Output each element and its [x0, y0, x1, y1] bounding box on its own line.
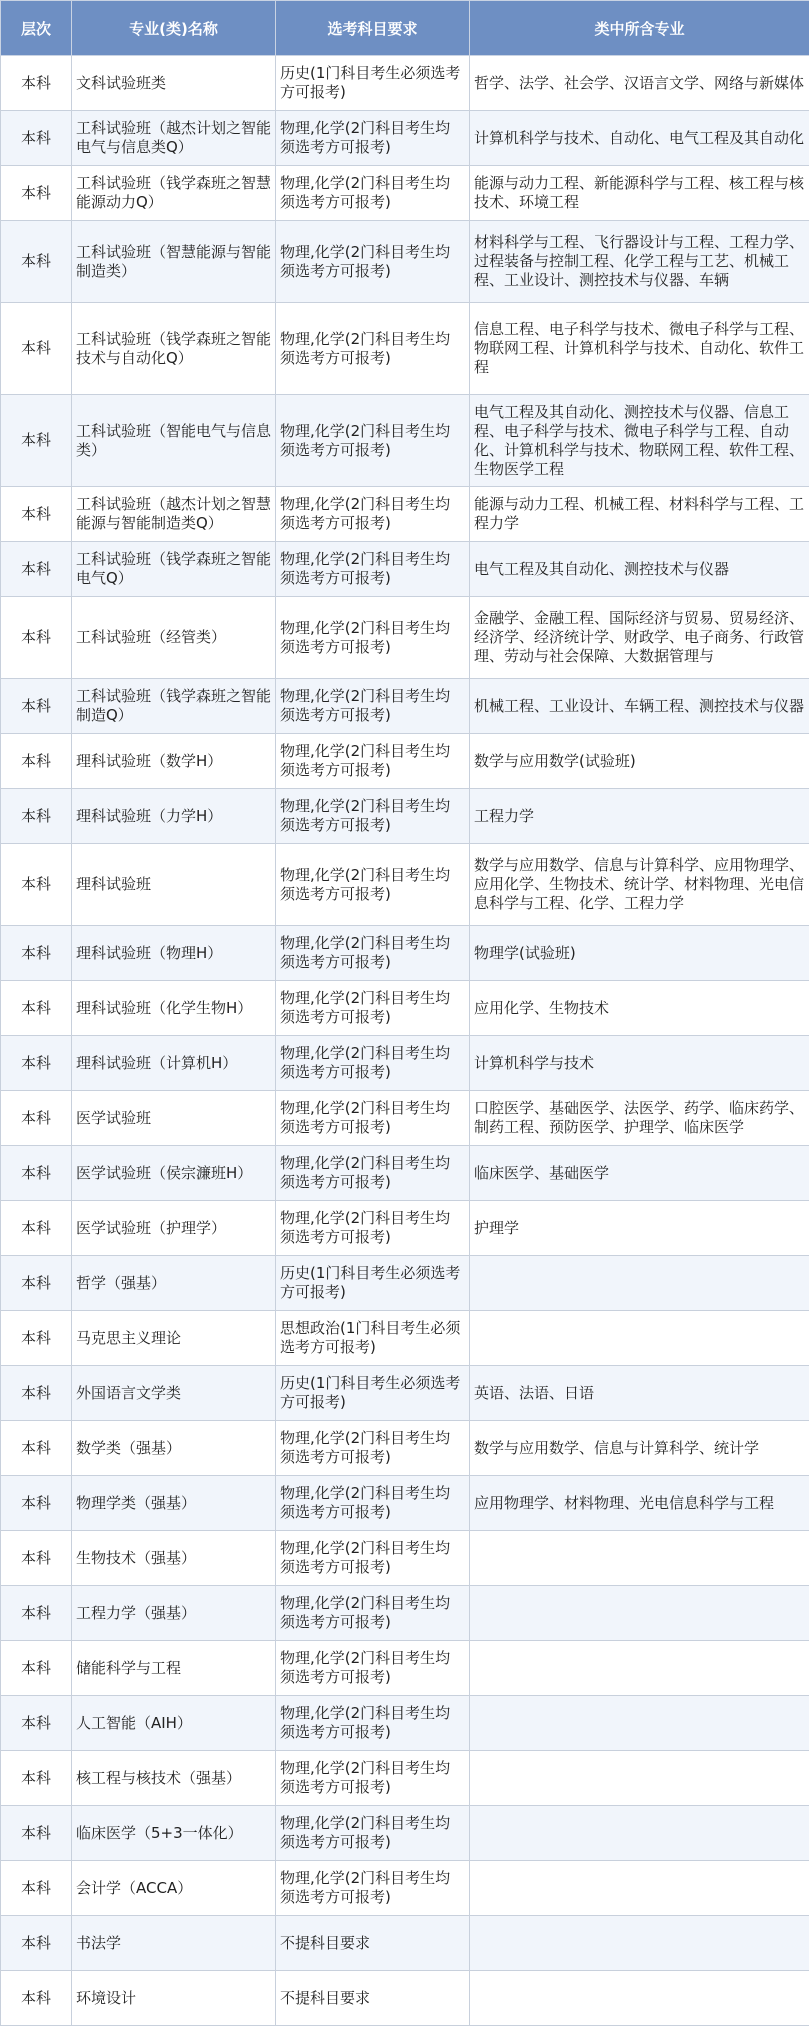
level-cell — [1, 56, 72, 111]
subject-requirement-cell-text: 物理,化学(2门科目考生均须选考方可报考) — [280, 174, 465, 212]
table-row — [1, 981, 809, 1036]
table-row — [1, 1091, 809, 1146]
major-name-cell-text: 工科试验班（智慧能源与智能制造类） — [76, 243, 271, 281]
level-cell-text: 本科 — [5, 944, 67, 963]
subject-requirement-cell-text: 物理,化学(2门科目考生均须选考方可报考) — [280, 1539, 465, 1577]
subject-requirement-cell-text: 物理,化学(2门科目考生均须选考方可报考) — [280, 1649, 465, 1687]
major-name-cell — [72, 1751, 276, 1806]
major-name-cell — [72, 303, 276, 395]
included-majors-cell-text: 计算机科学与技术、自动化、电气工程及其自动化 — [474, 129, 805, 148]
major-name-cell — [72, 111, 276, 166]
level-cell-text: 本科 — [5, 1384, 67, 1403]
table-row — [1, 1696, 809, 1751]
subject-requirement-cell-text: 物理,化学(2门科目考生均须选考方可报考) — [280, 1099, 465, 1137]
table-row — [1, 1916, 809, 1971]
major-name-cell-text: 理科试验班（化学生物H） — [76, 999, 271, 1018]
major-name-cell-text: 储能科学与工程 — [76, 1659, 271, 1678]
major-name-cell — [72, 1971, 276, 2026]
included-majors-cell — [470, 734, 809, 789]
major-name-cell — [72, 1256, 276, 1311]
level-cell — [1, 734, 72, 789]
major-name-cell — [72, 1311, 276, 1366]
header-major-name: 专业(类)名称 — [72, 1, 276, 56]
subject-requirement-cell-text: 历史(1门科目考生必须选考方可报考) — [280, 64, 465, 102]
level-cell — [1, 1916, 72, 1971]
included-majors-cell — [470, 1421, 809, 1476]
level-cell-text: 本科 — [5, 560, 67, 579]
major-name-cell-text: 医学试验班（侯宗濂班H） — [76, 1164, 271, 1183]
included-majors-cell — [470, 926, 809, 981]
included-majors-cell — [470, 1696, 809, 1751]
included-majors-cell — [470, 1201, 809, 1256]
table-row — [1, 1256, 809, 1311]
included-majors-cell-text: 信息工程、电子科学与技术、微电子科学与工程、物联网工程、计算机科学与技术、自动化、软件工程 — [474, 320, 805, 377]
major-name-cell — [72, 926, 276, 981]
subject-requirement-cell-text: 物理,化学(2门科目考生均须选考方可报考) — [280, 1154, 465, 1192]
major-name-cell — [72, 981, 276, 1036]
level-cell — [1, 166, 72, 221]
subject-requirement-cell-text: 物理,化学(2门科目考生均须选考方可报考) — [280, 934, 465, 972]
included-majors-cell-text: 数学与应用数学、信息与计算科学、应用物理学、应用化学、生物技术、统计学、材料物理、光电信息科学与工程、化学、工程力学 — [474, 856, 805, 913]
major-name-cell-text: 外国语言文学类 — [76, 1384, 271, 1403]
subject-requirement-cell — [276, 395, 470, 487]
table-row — [1, 926, 809, 981]
subject-requirement-cell-text: 物理,化学(2门科目考生均须选考方可报考) — [280, 550, 465, 588]
included-majors-cell — [470, 1861, 809, 1916]
included-majors-cell — [470, 1146, 809, 1201]
level-cell — [1, 1091, 72, 1146]
level-cell-text: 本科 — [5, 1659, 67, 1678]
subject-requirement-cell — [276, 1971, 470, 2026]
table-row — [1, 487, 809, 542]
table-row — [1, 1421, 809, 1476]
table-row — [1, 1971, 809, 2026]
major-name-cell — [72, 56, 276, 111]
header-level: 层次 — [1, 1, 72, 56]
subject-requirement-cell — [276, 1421, 470, 1476]
subject-requirement-cell-text: 物理,化学(2门科目考生均须选考方可报考) — [280, 1814, 465, 1852]
major-name-cell-text: 会计学（ACCA） — [76, 1879, 271, 1898]
subject-requirement-cell-text: 物理,化学(2门科目考生均须选考方可报考) — [280, 1759, 465, 1797]
included-majors-cell — [470, 166, 809, 221]
level-cell-text: 本科 — [5, 1274, 67, 1293]
included-majors-cell-text: 临床医学、基础医学 — [474, 1164, 805, 1183]
included-majors-cell — [470, 981, 809, 1036]
included-majors-cell — [470, 1806, 809, 1861]
level-cell — [1, 1806, 72, 1861]
included-majors-cell — [470, 679, 809, 734]
major-name-cell-text: 工科试验班（钱学森班之智能技术与自动化Q） — [76, 330, 271, 368]
included-majors-cell — [470, 844, 809, 926]
header-included-majors: 类中所含专业 — [470, 1, 809, 56]
level-cell-text: 本科 — [5, 1769, 67, 1788]
subject-requirement-cell-text: 物理,化学(2门科目考生均须选考方可报考) — [280, 1209, 465, 1247]
included-majors-cell — [470, 1476, 809, 1531]
table-row — [1, 166, 809, 221]
included-majors-cell-text: 应用物理学、材料物理、光电信息科学与工程 — [474, 1494, 805, 1513]
header-row — [1, 1, 809, 56]
subject-requirement-cell-text: 物理,化学(2门科目考生均须选考方可报考) — [280, 687, 465, 725]
major-name-cell-text: 工科试验班（钱学森班之智慧能源动力Q） — [76, 174, 271, 212]
subject-requirement-cell — [276, 487, 470, 542]
major-name-cell — [72, 542, 276, 597]
included-majors-cell — [470, 1256, 809, 1311]
major-name-cell — [72, 1091, 276, 1146]
subject-requirement-cell-text: 物理,化学(2门科目考生均须选考方可报考) — [280, 619, 465, 657]
included-majors-cell — [470, 1971, 809, 2026]
level-cell-text: 本科 — [5, 628, 67, 647]
level-cell-text: 本科 — [5, 339, 67, 358]
subject-requirement-cell-text: 物理,化学(2门科目考生均须选考方可报考) — [280, 422, 465, 460]
subject-requirement-cell — [276, 56, 470, 111]
subject-requirement-cell-text: 物理,化学(2门科目考生均须选考方可报考) — [280, 797, 465, 835]
major-name-cell — [72, 1806, 276, 1861]
subject-requirement-cell-text: 物理,化学(2门科目考生均须选考方可报考) — [280, 495, 465, 533]
level-cell — [1, 1641, 72, 1696]
major-name-cell-text: 物理学类（强基） — [76, 1494, 271, 1513]
level-cell-text: 本科 — [5, 1879, 67, 1898]
included-majors-cell-text: 工程力学 — [474, 807, 805, 826]
subject-requirement-cell — [276, 1861, 470, 1916]
table-row — [1, 1366, 809, 1421]
major-name-cell — [72, 1366, 276, 1421]
included-majors-cell — [470, 111, 809, 166]
included-majors-cell-text: 电气工程及其自动化、测控技术与仪器、信息工程、电子科学与技术、微电子科学与工程、自动化、计算机科学与技术、物联网工程、软件工程、生物医学工程 — [474, 403, 805, 479]
level-cell-text: 本科 — [5, 1219, 67, 1238]
subject-requirement-cell-text: 物理,化学(2门科目考生均须选考方可报考) — [280, 243, 465, 281]
included-majors-cell — [470, 1091, 809, 1146]
table-row — [1, 1586, 809, 1641]
level-cell — [1, 111, 72, 166]
level-cell-text: 本科 — [5, 129, 67, 148]
level-cell-text: 本科 — [5, 1439, 67, 1458]
table-body — [1, 56, 809, 2026]
subject-requirement-cell — [276, 1696, 470, 1751]
level-cell — [1, 542, 72, 597]
subject-requirement-cell — [276, 1091, 470, 1146]
included-majors-cell-text: 英语、法语、日语 — [474, 1384, 805, 1403]
included-majors-cell — [470, 1916, 809, 1971]
included-majors-cell — [470, 1751, 809, 1806]
level-cell — [1, 679, 72, 734]
major-name-cell — [72, 844, 276, 926]
major-name-cell-text: 工科试验班（越杰计划之智能电气与信息类Q） — [76, 119, 271, 157]
level-cell — [1, 1751, 72, 1806]
included-majors-cell — [470, 303, 809, 395]
level-cell — [1, 789, 72, 844]
subject-requirement-cell — [276, 1256, 470, 1311]
included-majors-cell — [470, 1531, 809, 1586]
table-row — [1, 1806, 809, 1861]
subject-requirement-cell — [276, 1201, 470, 1256]
subject-requirement-cell — [276, 597, 470, 679]
subject-requirement-cell — [276, 221, 470, 303]
major-name-cell-text: 理科试验班（数学H） — [76, 752, 271, 771]
major-name-cell-text: 工科试验班（钱学森班之智能电气Q） — [76, 550, 271, 588]
included-majors-cell — [470, 1586, 809, 1641]
major-name-cell-text: 临床医学（5+3一体化） — [76, 1824, 271, 1843]
included-majors-cell-text: 护理学 — [474, 1219, 805, 1238]
subject-requirement-cell-text: 物理,化学(2门科目考生均须选考方可报考) — [280, 1484, 465, 1522]
included-majors-cell-text: 口腔医学、基础医学、法医学、药学、临床药学、制药工程、预防医学、护理学、临床医学 — [474, 1099, 805, 1137]
level-cell — [1, 487, 72, 542]
table-row — [1, 1751, 809, 1806]
major-name-cell-text: 哲学（强基） — [76, 1274, 271, 1293]
table-row — [1, 542, 809, 597]
level-cell-text: 本科 — [5, 807, 67, 826]
level-cell-text: 本科 — [5, 1989, 67, 2008]
major-name-cell — [72, 1916, 276, 1971]
level-cell-text: 本科 — [5, 252, 67, 271]
included-majors-cell-text: 机械工程、工业设计、车辆工程、测控技术与仪器 — [474, 697, 805, 716]
subject-requirement-cell — [276, 981, 470, 1036]
level-cell-text: 本科 — [5, 184, 67, 203]
level-cell-text: 本科 — [5, 1329, 67, 1348]
included-majors-cell — [470, 487, 809, 542]
major-name-cell-text: 理科试验班（物理H） — [76, 944, 271, 963]
subject-requirement-cell-text: 物理,化学(2门科目考生均须选考方可报考) — [280, 989, 465, 1027]
major-name-cell-text: 理科试验班（计算机H） — [76, 1054, 271, 1073]
level-cell-text: 本科 — [5, 999, 67, 1018]
subject-requirement-cell — [276, 1476, 470, 1531]
table-row — [1, 679, 809, 734]
level-cell-text: 本科 — [5, 752, 67, 771]
subject-requirement-cell — [276, 1366, 470, 1421]
level-cell — [1, 1256, 72, 1311]
subject-requirement-cell-text: 不提科目要求 — [280, 1934, 465, 1953]
subject-requirement-cell-text: 物理,化学(2门科目考生均须选考方可报考) — [280, 1044, 465, 1082]
level-cell-text: 本科 — [5, 1714, 67, 1733]
major-name-cell — [72, 1146, 276, 1201]
subject-requirement-cell — [276, 1036, 470, 1091]
level-cell — [1, 1971, 72, 2026]
major-name-cell — [72, 679, 276, 734]
table-row — [1, 597, 809, 679]
major-name-cell-text: 理科试验班 — [76, 875, 271, 894]
subject-requirement-cell — [276, 1586, 470, 1641]
major-name-cell-text: 生物技术（强基） — [76, 1549, 271, 1568]
table-row — [1, 221, 809, 303]
included-majors-cell — [470, 395, 809, 487]
table-row — [1, 1146, 809, 1201]
major-name-cell-text: 工科试验班（钱学森班之智能制造Q） — [76, 687, 271, 725]
major-name-cell — [72, 395, 276, 487]
table-row — [1, 111, 809, 166]
table-row — [1, 789, 809, 844]
subject-requirement-cell — [276, 734, 470, 789]
subject-requirement-cell-text: 思想政治(1门科目考生必须选考方可报考) — [280, 1319, 465, 1357]
table-row — [1, 844, 809, 926]
major-name-cell-text: 工科试验班（越杰计划之智慧能源与智能制造类Q） — [76, 495, 271, 533]
subject-requirement-cell-text: 物理,化学(2门科目考生均须选考方可报考) — [280, 1594, 465, 1632]
subject-requirement-cell — [276, 1751, 470, 1806]
level-cell — [1, 1366, 72, 1421]
level-cell — [1, 221, 72, 303]
major-name-cell — [72, 1696, 276, 1751]
included-majors-cell — [470, 1366, 809, 1421]
table-row — [1, 1531, 809, 1586]
included-majors-cell-text: 数学与应用数学、信息与计算科学、统计学 — [474, 1439, 805, 1458]
level-cell — [1, 303, 72, 395]
major-name-cell — [72, 1421, 276, 1476]
major-name-cell — [72, 1586, 276, 1641]
included-majors-cell-text: 电气工程及其自动化、测控技术与仪器 — [474, 560, 805, 579]
level-cell — [1, 395, 72, 487]
major-name-cell — [72, 1641, 276, 1696]
level-cell-text: 本科 — [5, 1824, 67, 1843]
table-row — [1, 1036, 809, 1091]
level-cell-text: 本科 — [5, 1109, 67, 1128]
level-cell — [1, 1201, 72, 1256]
level-cell-text: 本科 — [5, 505, 67, 524]
level-cell-text: 本科 — [5, 74, 67, 93]
major-name-cell — [72, 789, 276, 844]
major-name-cell — [72, 1861, 276, 1916]
level-cell-text: 本科 — [5, 875, 67, 894]
major-name-cell — [72, 597, 276, 679]
level-cell-text: 本科 — [5, 1549, 67, 1568]
major-name-cell — [72, 734, 276, 789]
level-cell-text: 本科 — [5, 1934, 67, 1953]
table-row — [1, 1861, 809, 1916]
major-name-cell — [72, 166, 276, 221]
major-name-cell-text: 环境设计 — [76, 1989, 271, 2008]
level-cell — [1, 1586, 72, 1641]
included-majors-cell-text: 金融学、金融工程、国际经济与贸易、贸易经济、经济学、经济统计学、财政学、电子商务、行政管理、劳动与社会保障、大数据管理与 — [474, 609, 805, 666]
subject-requirement-cell-text: 物理,化学(2门科目考生均须选考方可报考) — [280, 119, 465, 157]
subject-requirement-cell — [276, 111, 470, 166]
subject-requirement-cell — [276, 1311, 470, 1366]
subject-requirement-cell-text: 物理,化学(2门科目考生均须选考方可报考) — [280, 1869, 465, 1907]
major-name-cell-text: 医学试验班（护理学） — [76, 1219, 271, 1238]
subject-requirement-cell — [276, 1531, 470, 1586]
level-cell-text: 本科 — [5, 1604, 67, 1623]
major-name-cell-text: 工科试验班（智能电气与信息类） — [76, 422, 271, 460]
major-name-cell — [72, 487, 276, 542]
subject-requirement-cell-text: 历史(1门科目考生必须选考方可报考) — [280, 1264, 465, 1302]
table-row — [1, 1201, 809, 1256]
table-row — [1, 734, 809, 789]
subject-requirement-cell — [276, 1806, 470, 1861]
subject-requirement-cell — [276, 679, 470, 734]
included-majors-cell-text: 应用化学、生物技术 — [474, 999, 805, 1018]
subject-requirement-cell — [276, 166, 470, 221]
level-cell — [1, 1861, 72, 1916]
included-majors-cell — [470, 597, 809, 679]
major-name-cell-text: 书法学 — [76, 1934, 271, 1953]
subject-requirement-cell — [276, 303, 470, 395]
subject-requirement-cell-text: 物理,化学(2门科目考生均须选考方可报考) — [280, 1429, 465, 1467]
subject-requirement-cell-text: 历史(1门科目考生必须选考方可报考) — [280, 1374, 465, 1412]
major-name-cell-text: 文科试验班类 — [76, 74, 271, 93]
major-name-cell-text: 核工程与核技术（强基） — [76, 1769, 271, 1788]
subject-requirement-cell-text: 物理,化学(2门科目考生均须选考方可报考) — [280, 1704, 465, 1742]
major-name-cell — [72, 221, 276, 303]
included-majors-cell — [470, 1311, 809, 1366]
subject-requirement-cell — [276, 1916, 470, 1971]
subject-requirement-cell — [276, 844, 470, 926]
subject-requirement-cell-text: 物理,化学(2门科目考生均须选考方可报考) — [280, 330, 465, 368]
level-cell — [1, 1421, 72, 1476]
subject-requirement-cell — [276, 926, 470, 981]
header-subject-requirement: 选考科目要求 — [276, 1, 470, 56]
level-cell — [1, 981, 72, 1036]
major-name-cell — [72, 1476, 276, 1531]
subject-requirement-cell-text: 物理,化学(2门科目考生均须选考方可报考) — [280, 866, 465, 904]
major-name-cell — [72, 1201, 276, 1256]
included-majors-cell — [470, 1641, 809, 1696]
level-cell — [1, 1476, 72, 1531]
included-majors-cell-text: 材料科学与工程、飞行器设计与工程、工程力学、过程装备与控制工程、化学工程与工艺、机械工程、工业设计、测控技术与仪器、车辆 — [474, 233, 805, 290]
included-majors-cell — [470, 56, 809, 111]
subject-requirement-cell-text: 不提科目要求 — [280, 1989, 465, 2008]
level-cell-text: 本科 — [5, 1494, 67, 1513]
level-cell — [1, 1531, 72, 1586]
major-name-cell — [72, 1531, 276, 1586]
level-cell-text: 本科 — [5, 697, 67, 716]
level-cell-text: 本科 — [5, 431, 67, 450]
major-name-cell-text: 人工智能（AIH） — [76, 1714, 271, 1733]
included-majors-cell-text: 哲学、法学、社会学、汉语言文学、网络与新媒体 — [474, 74, 805, 93]
included-majors-cell-text: 物理学(试验班) — [474, 944, 805, 963]
included-majors-cell — [470, 221, 809, 303]
level-cell-text: 本科 — [5, 1054, 67, 1073]
table-row — [1, 1641, 809, 1696]
table-row — [1, 1476, 809, 1531]
table-row — [1, 56, 809, 111]
included-majors-cell — [470, 789, 809, 844]
level-cell — [1, 597, 72, 679]
subject-requirement-cell — [276, 789, 470, 844]
level-cell — [1, 926, 72, 981]
major-name-cell — [72, 1036, 276, 1091]
major-name-cell-text: 工程力学（强基） — [76, 1604, 271, 1623]
major-name-cell-text: 工科试验班（经管类） — [76, 628, 271, 647]
included-majors-cell-text: 能源与动力工程、机械工程、材料科学与工程、工程力学 — [474, 495, 805, 533]
level-cell — [1, 1146, 72, 1201]
subject-requirement-cell — [276, 1641, 470, 1696]
included-majors-cell — [470, 1036, 809, 1091]
level-cell — [1, 1311, 72, 1366]
level-cell — [1, 844, 72, 926]
included-majors-cell-text: 计算机科学与技术 — [474, 1054, 805, 1073]
table-row — [1, 1311, 809, 1366]
major-name-cell-text: 马克思主义理论 — [76, 1329, 271, 1348]
table-row — [1, 395, 809, 487]
level-cell — [1, 1036, 72, 1091]
subject-requirement-cell — [276, 542, 470, 597]
included-majors-cell-text: 数学与应用数学(试验班) — [474, 752, 805, 771]
table-row — [1, 303, 809, 395]
major-name-cell-text: 数学类（强基） — [76, 1439, 271, 1458]
subject-requirement-cell — [276, 1146, 470, 1201]
subject-requirement-cell-text: 物理,化学(2门科目考生均须选考方可报考) — [280, 742, 465, 780]
included-majors-cell — [470, 542, 809, 597]
major-name-cell-text: 医学试验班 — [76, 1109, 271, 1128]
included-majors-cell-text: 能源与动力工程、新能源科学与工程、核工程与核技术、环境工程 — [474, 174, 805, 212]
major-name-cell-text: 理科试验班（力学H） — [76, 807, 271, 826]
level-cell — [1, 1696, 72, 1751]
level-cell-text: 本科 — [5, 1164, 67, 1183]
